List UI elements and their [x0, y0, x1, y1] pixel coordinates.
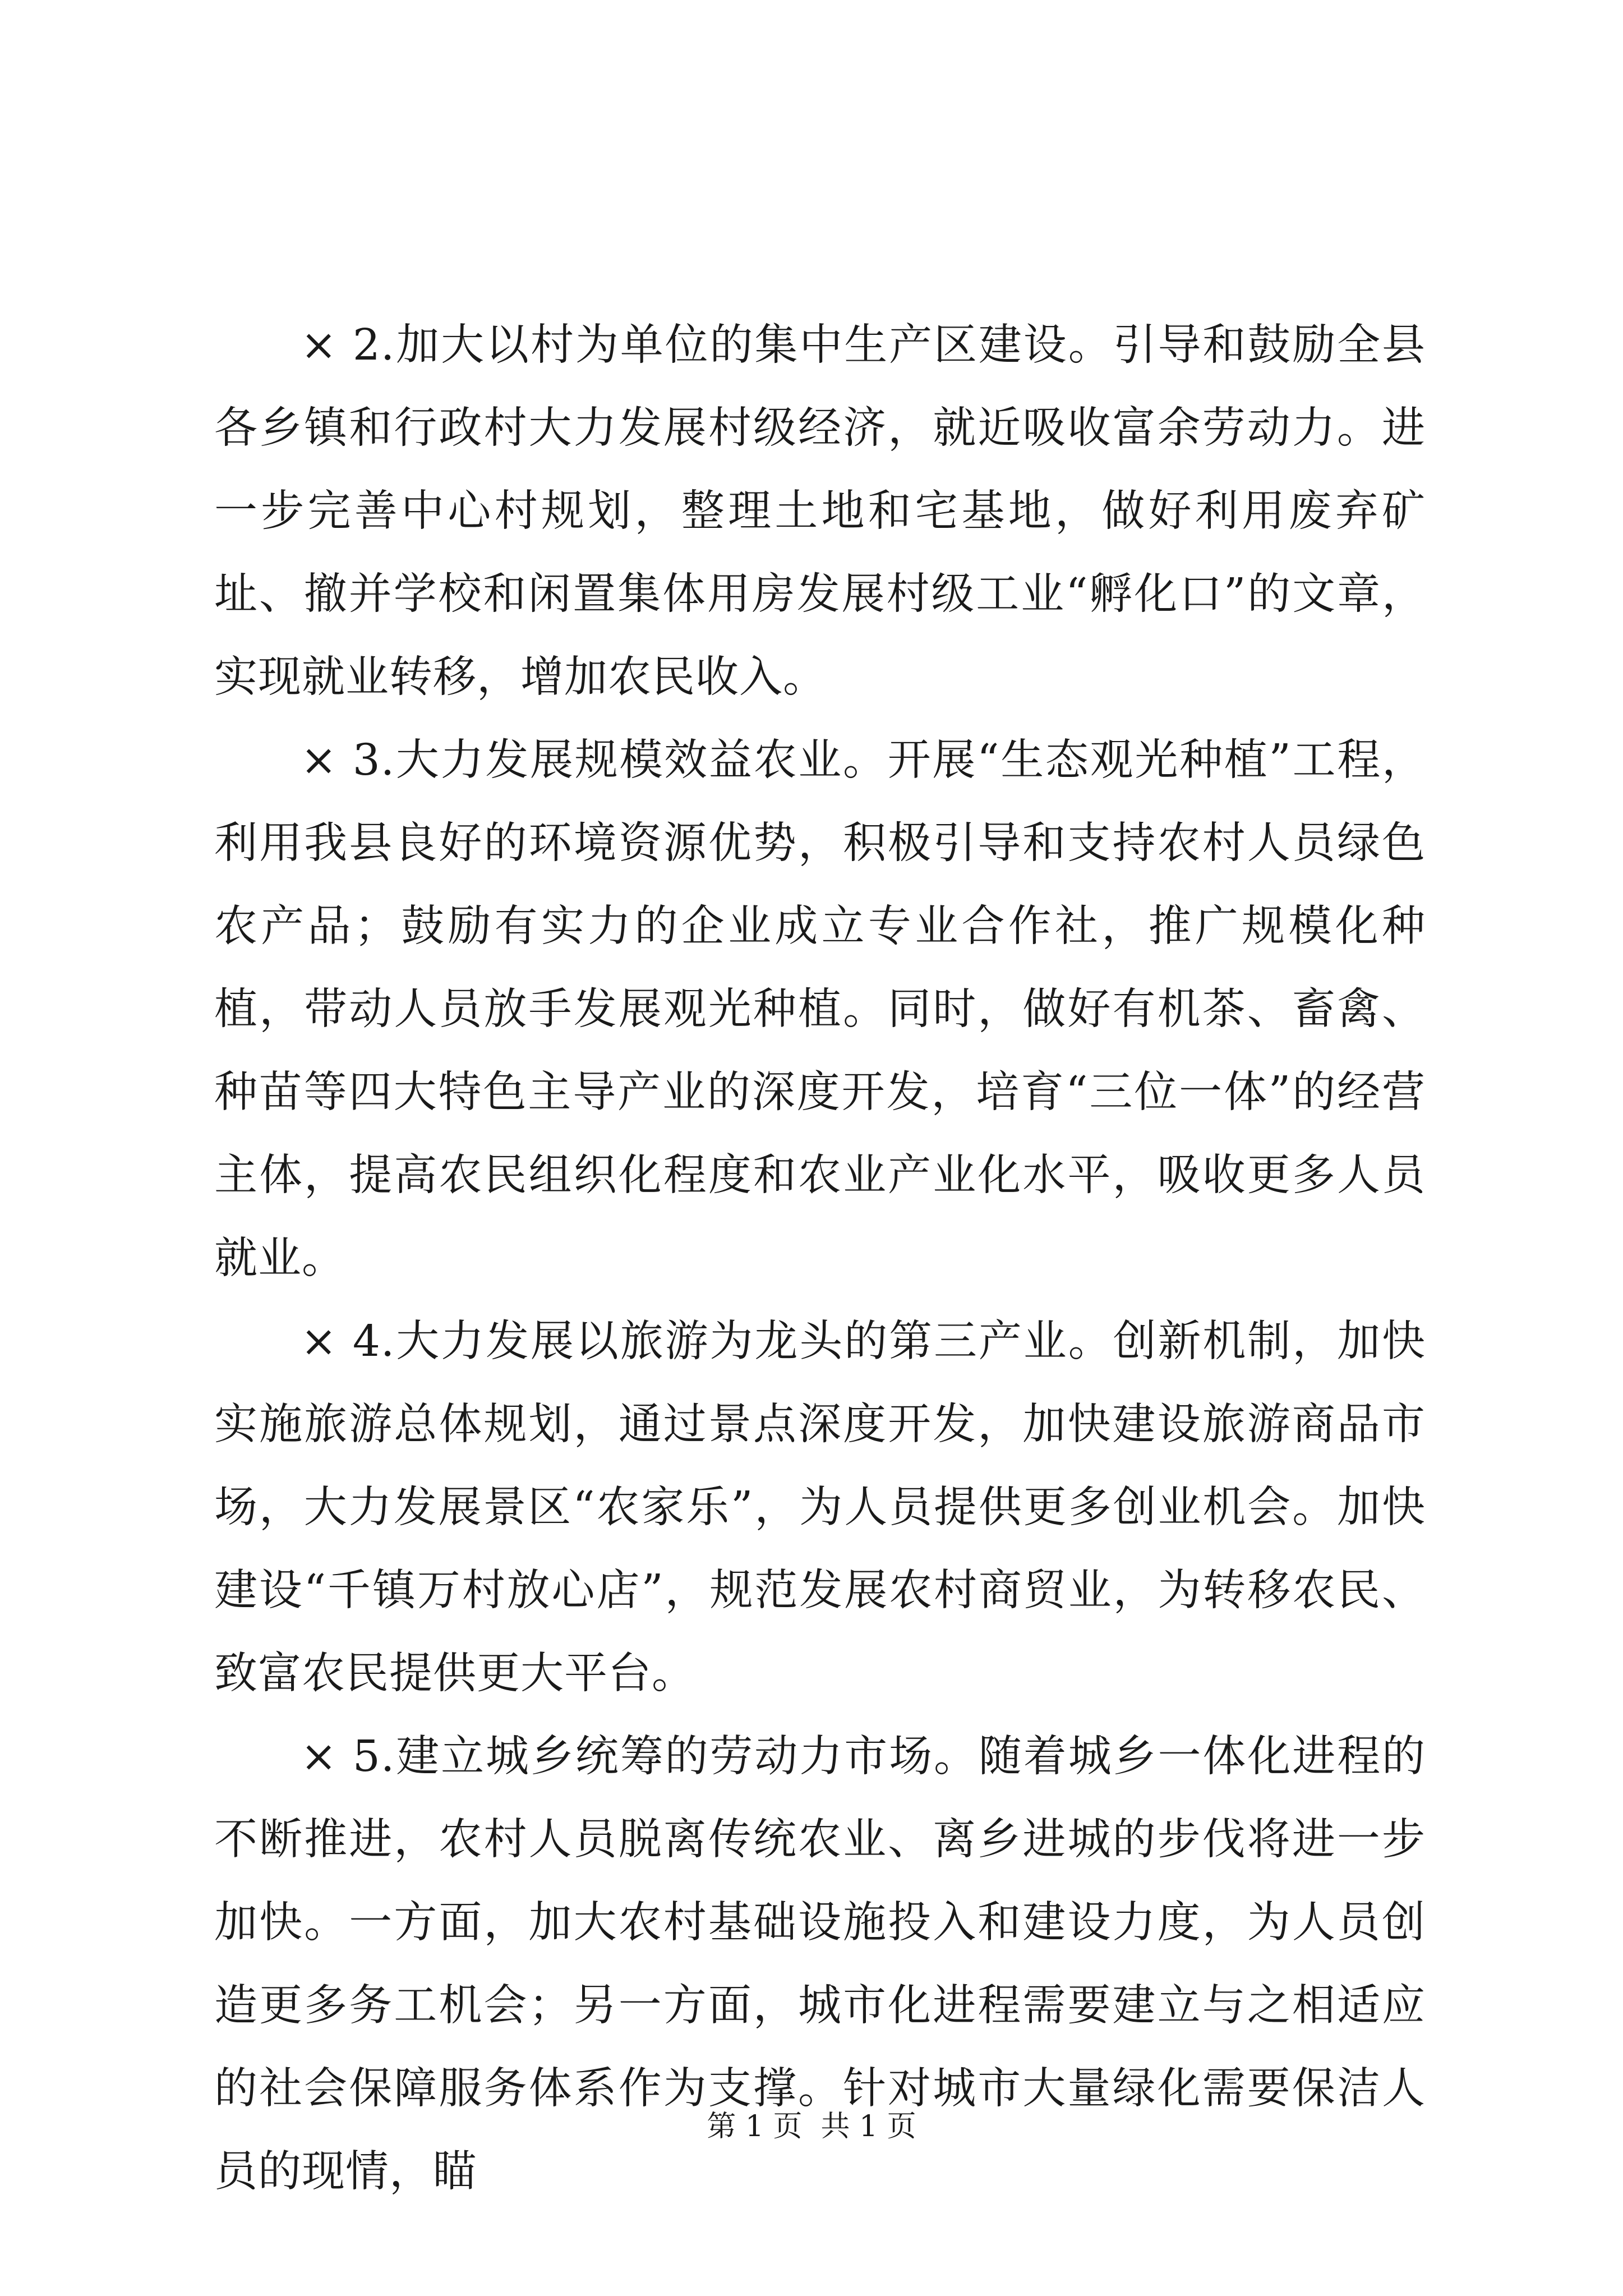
paragraph-item-2: × 2.加大以村为单位的集中生产区建设。引导和鼓励全县各乡镇和行政村大力发展村级经济，就近吸收富余劳动力。进一步完善中心村规划，整理土地和宅基地，做好利用废弃矿址、撤并学校和闲置集体用房发展村级工业“孵化口”的文章，实现就业转移，增加农民收入。	[214, 320, 1426, 702]
page-number-footer: 第 1 页 共 1 页	[707, 2110, 916, 2143]
paragraph-item-3: × 3.大力发展规模效益农业。开展“生态观光种植”工程，利用我县良好的环境资源优势，积极引导和支持农村人员绿色农产品；鼓励有实力的企业成立专业合作社，推广规模化种植，带动人员放手发展观光种植。同时，做好有机茶、畜禽、种苗等四大特色主导产业的深度开发，培育“三位一体”的经营主体，提高农民组织化程度和农业产业化水平，吸收更多人员就业。	[214, 735, 1426, 1283]
document-body	[214, 304, 1426, 2214]
paragraph-item-4: × 4.大力发展以旅游为龙头的第三产业。创新机制，加快实施旅游总体规划，通过景点深度开发，加快建设旅游商品市场，大力发展景区“农家乐”，为人员提供更多创业机会。加快建设“千镇万村放心店”，规范发展农村商贸业，为转移农民、致富农民提供更大平台。	[214, 1317, 1426, 1699]
paragraph-item-5: × 5.建立城乡统筹的劳动力市场。随着城乡一体化进程的不断推进，农村人员脱离传统农业、离乡进城的步伐将进一步加快。一方面，加大农村基础设施投入和建设力度，为人员创造更多务工机会；另一方面，城市化进程需要建立与之相适应的社会保障服务体系作为支撑。针对城市大量绿化需要保洁人员的现情，瞄	[214, 1732, 1426, 2197]
